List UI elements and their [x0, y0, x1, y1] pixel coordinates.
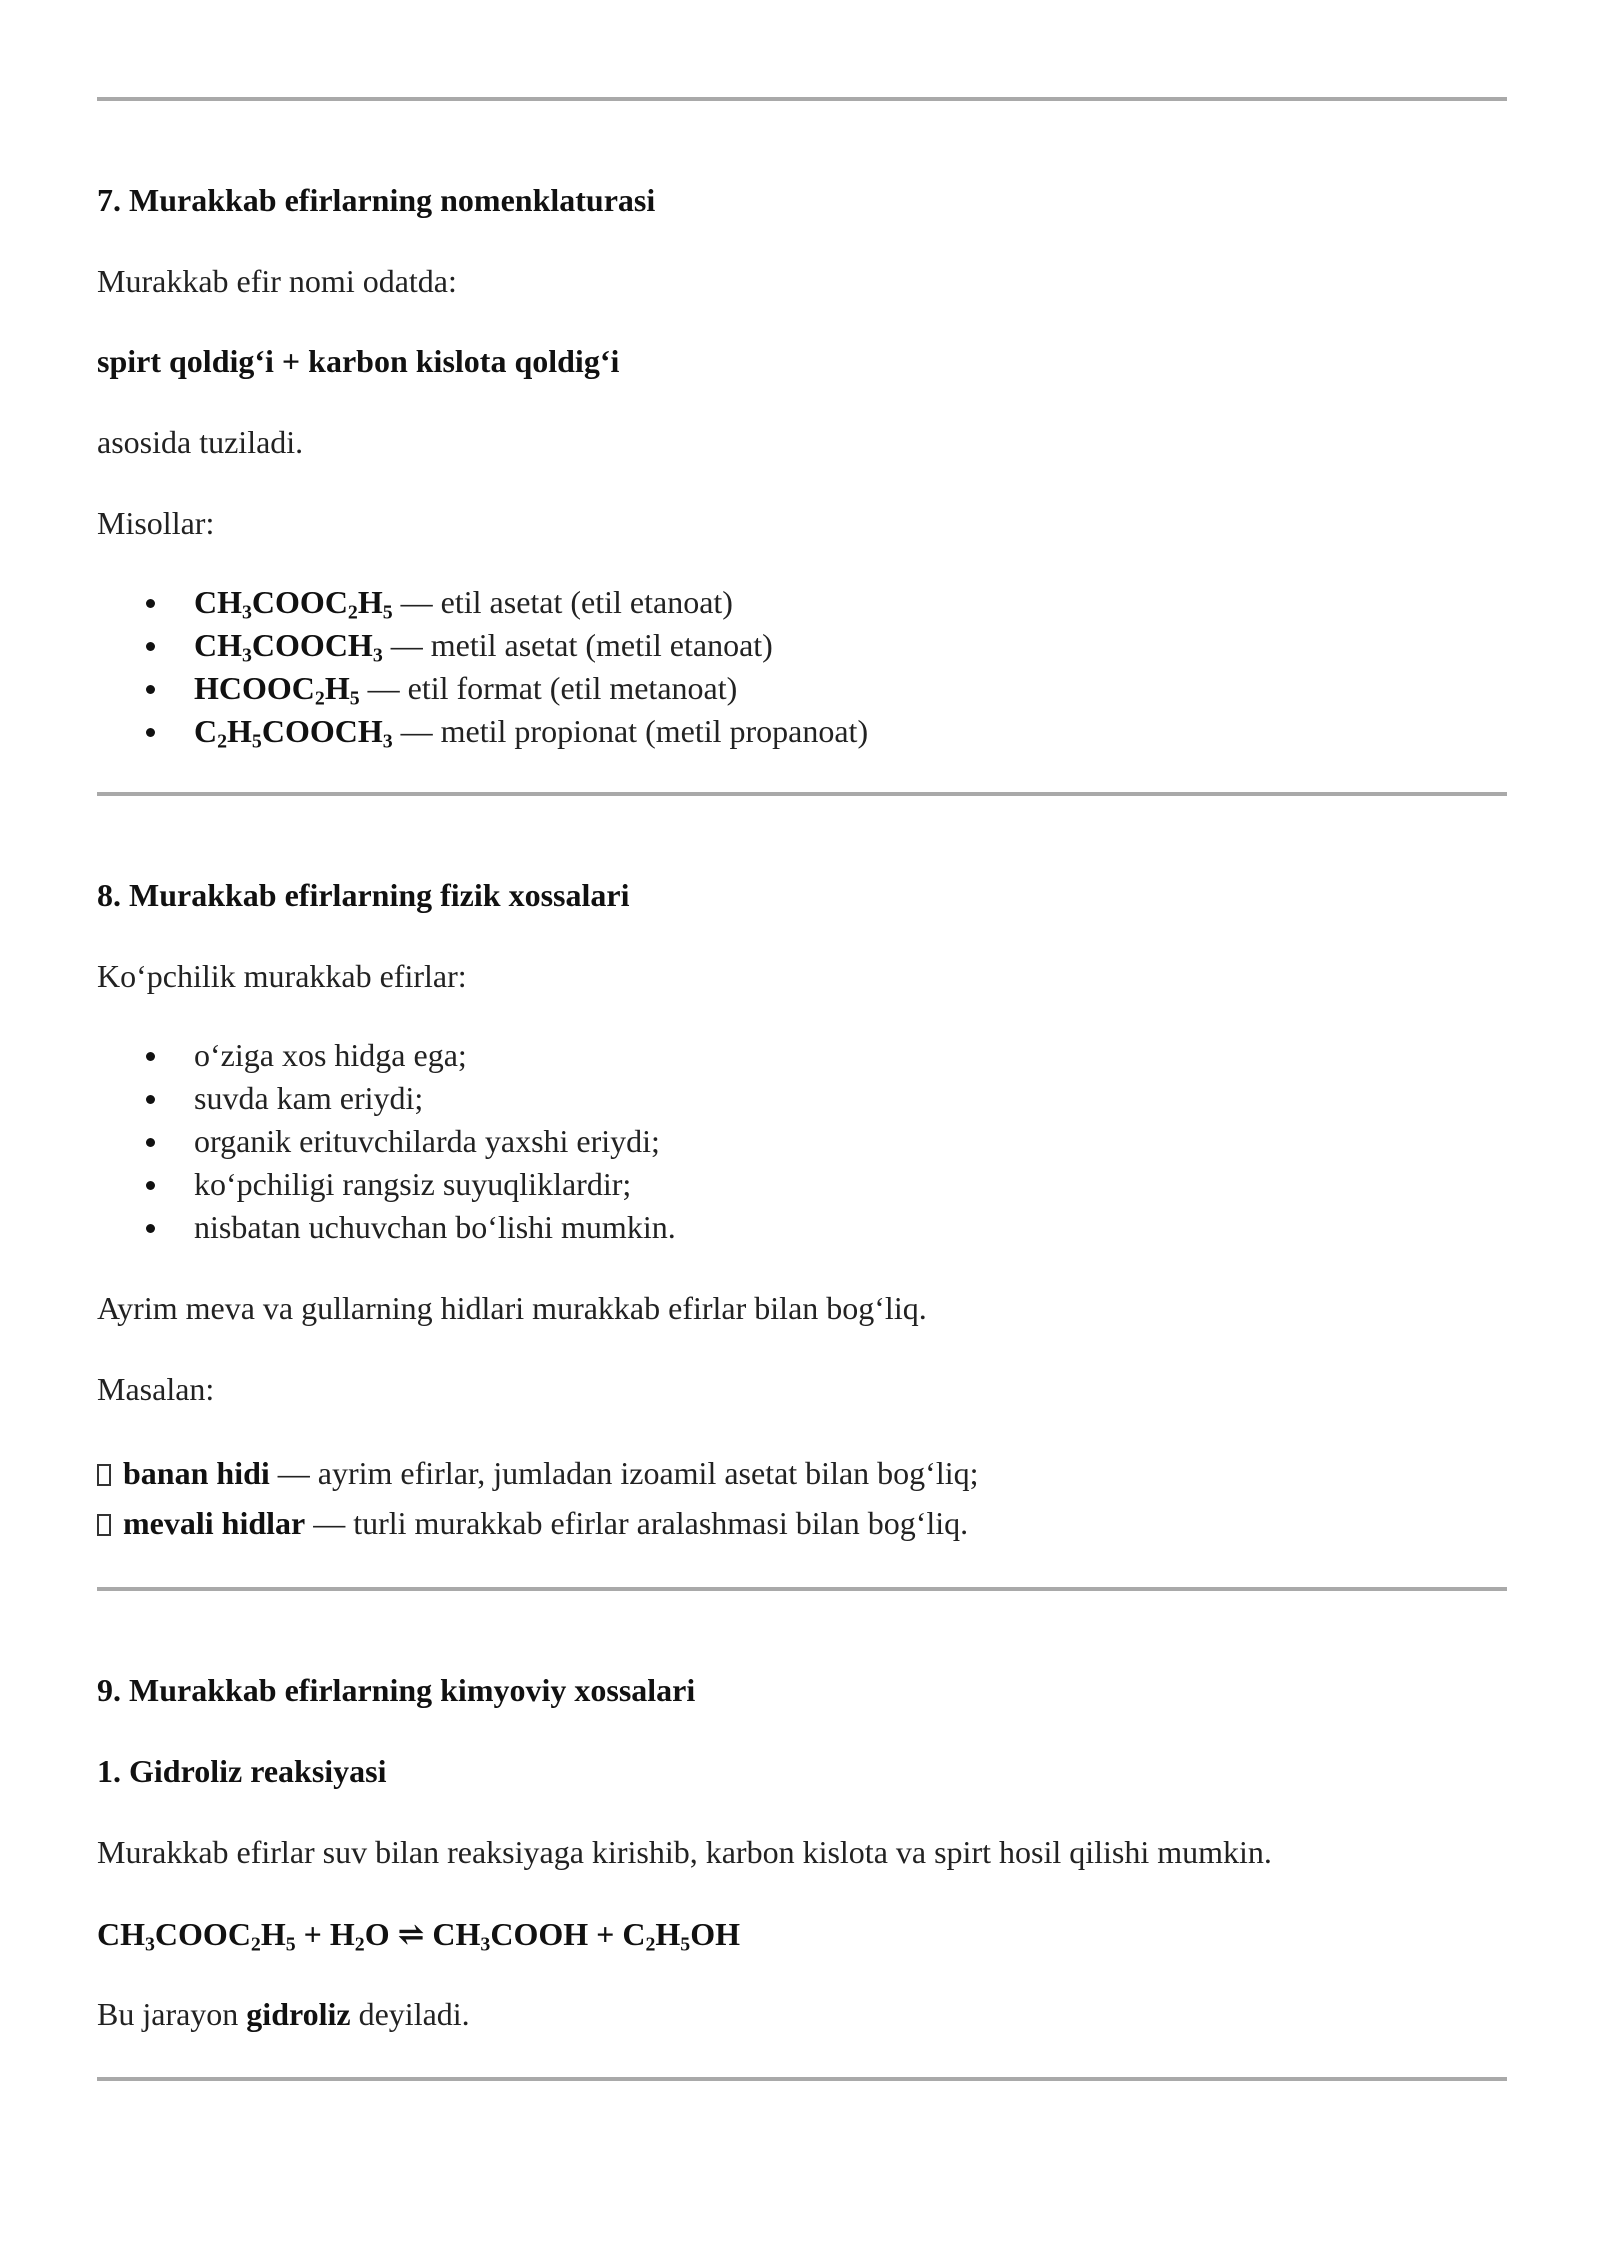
- section-9-conclusion: [97, 1994, 470, 2036]
- example-description: — etil format (etil metanoat): [359, 670, 738, 706]
- example-description: — metil asetat (metil etanoat): [382, 627, 773, 663]
- odor-example: [97, 1503, 968, 1545]
- chemical-formula: $HCOOC_2H_5$: [194, 670, 360, 710]
- divider: [97, 1587, 1507, 1591]
- section-8-intro: Ko‘pchilik murakkab efirlar:: [97, 958, 467, 994]
- example-label: Masalan:: [97, 1371, 215, 1407]
- divider: [97, 792, 1507, 796]
- chemical-formula: $CH_3COOC_2H_5$: [194, 584, 393, 624]
- missing-glyph-icon: [97, 1514, 111, 1536]
- list-item: organik erituvchilarda yaxshi eriydi;: [97, 1120, 676, 1163]
- example-description: — metil propionat (metil propanoat): [392, 713, 869, 749]
- naming-examples-list: [97, 581, 868, 753]
- list-item: [97, 667, 868, 710]
- list-item: [97, 581, 868, 624]
- section-7-intro: Murakkab efir nomi odatda:: [97, 263, 457, 299]
- chemical-formula: $CH_3COOCH_3$: [194, 627, 383, 667]
- example-term: mevali hidlar: [123, 1505, 306, 1541]
- list-item: [97, 710, 868, 753]
- section-8-paragraph: Ayrim meva va gullarning hidlari murakkab efirlar bilan bog‘liq.: [97, 1290, 927, 1326]
- chemical-formula: $C_2H_5COOCH_3$: [194, 713, 393, 753]
- list-item: suvda kam eriydi;: [97, 1077, 676, 1120]
- naming-formula-after: asosida tuziladi.: [97, 424, 304, 460]
- conclusion-text: Bu jarayon: [97, 1996, 247, 2032]
- naming-formula: spirt qoldig‘i + karbon kislota qoldig‘i: [97, 343, 620, 379]
- list-item: nisbatan uchuvchan bo‘lishi mumkin.: [97, 1206, 676, 1249]
- section-9-heading: 9. Murakkab efirlarning kimyoviy xossalari: [97, 1672, 696, 1708]
- odor-example: [97, 1453, 978, 1495]
- divider: [97, 97, 1507, 101]
- hydrolysis-equation: $CH_3COOC_2H_5 + H_2O$ ⇌ $CH_3COOH + C_2H_5OH$: [97, 1916, 740, 1956]
- section-9-subheading: 1. Gidroliz reaksiyasi: [97, 1753, 387, 1789]
- example-description: — ayrim efirlar, jumladan izoamil asetat bilan bog‘liq;: [269, 1455, 979, 1491]
- section-9-paragraph: Murakkab efirlar suv bilan reaksiyaga kirishib, karbon kislota va spirt hosil qilishi mumkin.: [97, 1834, 1272, 1870]
- section-8-heading: 8. Murakkab efirlarning fizik xossalari: [97, 877, 630, 913]
- examples-label: Misollar:: [97, 505, 215, 541]
- example-description: — turli murakkab efirlar aralashmasi bilan bog‘liq.: [305, 1505, 969, 1541]
- example-term: banan hidi: [123, 1455, 270, 1491]
- list-item: [97, 624, 868, 667]
- missing-glyph-icon: [97, 1464, 111, 1486]
- section-7-heading: 7. Murakkab efirlarning nomenklaturasi: [97, 182, 656, 218]
- list-item: ko‘pchiligi rangsiz suyuqliklardir;: [97, 1163, 676, 1206]
- conclusion-text: deyiladi.: [350, 1996, 470, 2032]
- example-description: — etil asetat (etil etanoat): [392, 584, 733, 620]
- conclusion-term: gidroliz: [246, 1996, 351, 2032]
- properties-list: [97, 1034, 676, 1249]
- divider: [97, 2077, 1507, 2081]
- list-item: o‘ziga xos hidga ega;: [97, 1034, 676, 1077]
